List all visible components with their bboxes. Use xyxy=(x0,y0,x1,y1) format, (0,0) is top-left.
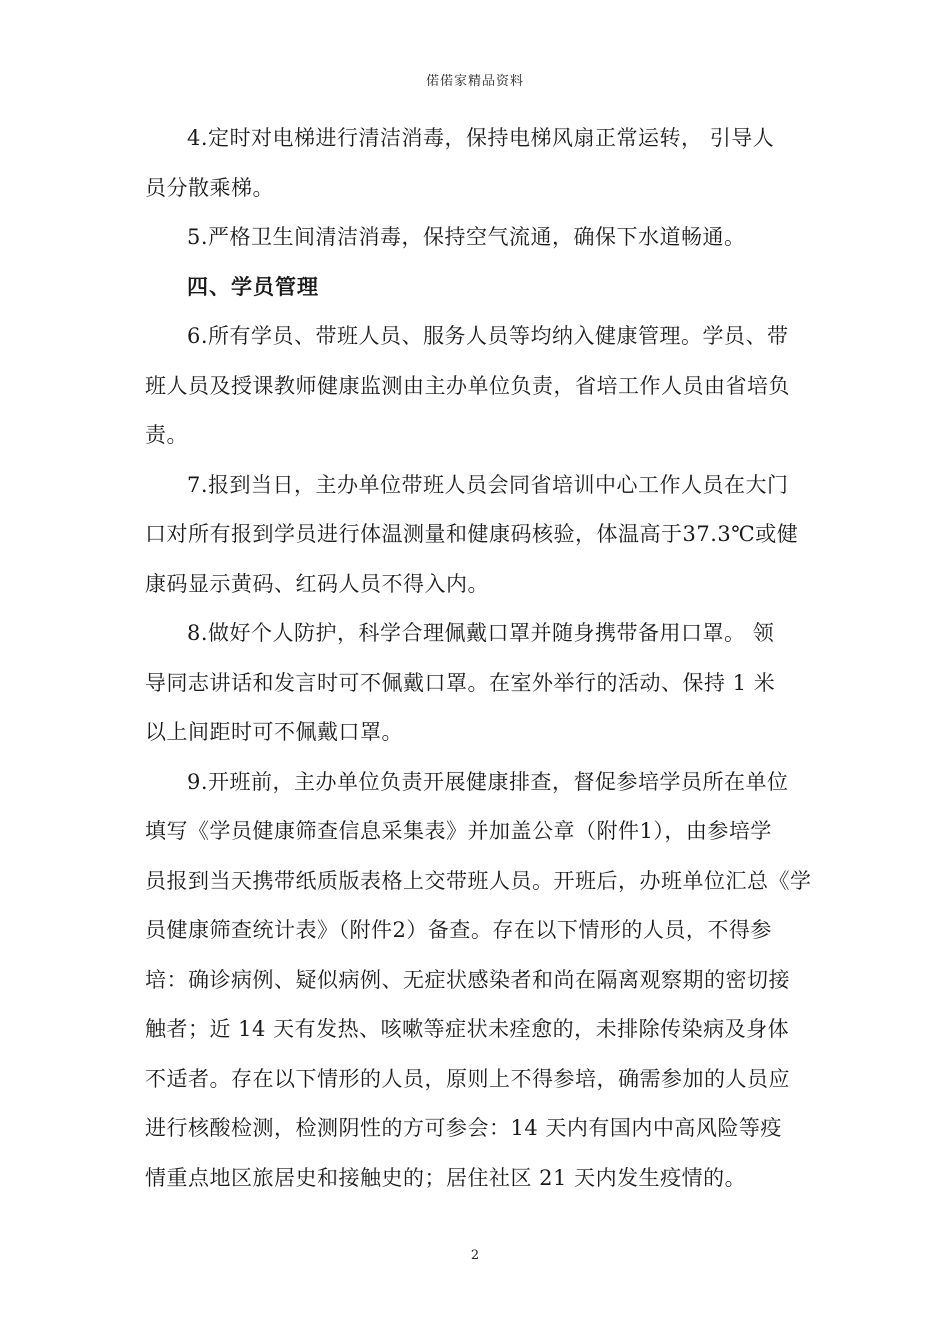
paragraph xyxy=(145,758,812,1204)
paragraph-line: 情重点地区旅居史和接触史的；居住社区 21 天内发生疫情的。 xyxy=(145,1165,747,1190)
paragraph-line: 7.报到当日，主办单位带班人员会同省培训中心工作人员在大门 xyxy=(187,472,789,497)
paragraph-line: 6.所有学员、带班人员、服务人员等均纳入健康管理。学员、带 xyxy=(187,324,789,348)
paragraph-line: 填写《学员健康筛查信息采集表》并加盖公章（附件1），由参培学 xyxy=(145,819,772,843)
document-body xyxy=(145,114,812,1203)
paragraph-line: 康码显示黄码、红码人员不得入内。 xyxy=(145,571,489,596)
paragraph-line: 员分散乘梯。 xyxy=(145,175,274,200)
paragraph-line: 班人员及授课教师健康监测由主办单位负责，省培工作人员由省培负 xyxy=(145,373,790,398)
paragraph-line: 触者；近 14 天有发热、咳嗽等症状未痊愈的，未排除传染病及身体 xyxy=(145,1017,790,1041)
paragraph xyxy=(145,312,807,461)
paragraph xyxy=(145,213,807,263)
paragraph-line: 责。 xyxy=(145,423,188,447)
paragraph-line: 培：确诊病例、疑似病例、无症状感染者和尚在隔离观察期的密切接 xyxy=(145,967,790,992)
paragraph-line: 进行核酸检测，检测阴性的方可参会：14 天内有国内中高风险等疫 xyxy=(145,1116,782,1140)
paragraph xyxy=(145,461,807,610)
paragraph-line: 员健康筛查统计表》（附件2）备查。存在以下情形的人员，不得参 xyxy=(145,918,772,942)
paragraph-line: 4.定时对电梯进行清洁消毒，保持电梯风扇正常运转， 引导人 xyxy=(187,126,775,150)
paragraph-line: 口对所有报到学员进行体温测量和健康码核验，体温高于37.3℃或健 xyxy=(145,522,799,546)
paragraph-line: 8.做好个人防护，科学合理佩戴口罩并随身携带备用口罩。 领 xyxy=(187,621,775,645)
paragraph-line: 导同志讲话和发言时可不佩戴口罩。在室外举行的活动、保持 1 米 xyxy=(145,670,776,695)
paragraph-line: 5.严格卫生间清洁消毒，保持空气流通，确保下水道畅通。 xyxy=(187,225,746,249)
paragraph xyxy=(145,609,807,758)
paragraph-line: 以上间距时可不佩戴口罩。 xyxy=(145,720,403,744)
paragraph xyxy=(145,114,807,213)
section-heading: 四、学员管理 xyxy=(187,274,319,299)
page-header: 偌偌家精品资料 xyxy=(425,74,524,89)
paragraph-line: 9.开班前，主办单位负责开展健康排查，督促参培学员所在单位 xyxy=(187,769,789,794)
paragraph-line: 员报到当天携带纸质版表格上交带班人员。开班后，办班单位汇总《学 xyxy=(145,868,812,893)
paragraph-line: 不适者。存在以下情形的人员，原则上不得参培，确需参加的人员应 xyxy=(145,1066,790,1091)
page-number: 2 xyxy=(470,1248,480,1263)
